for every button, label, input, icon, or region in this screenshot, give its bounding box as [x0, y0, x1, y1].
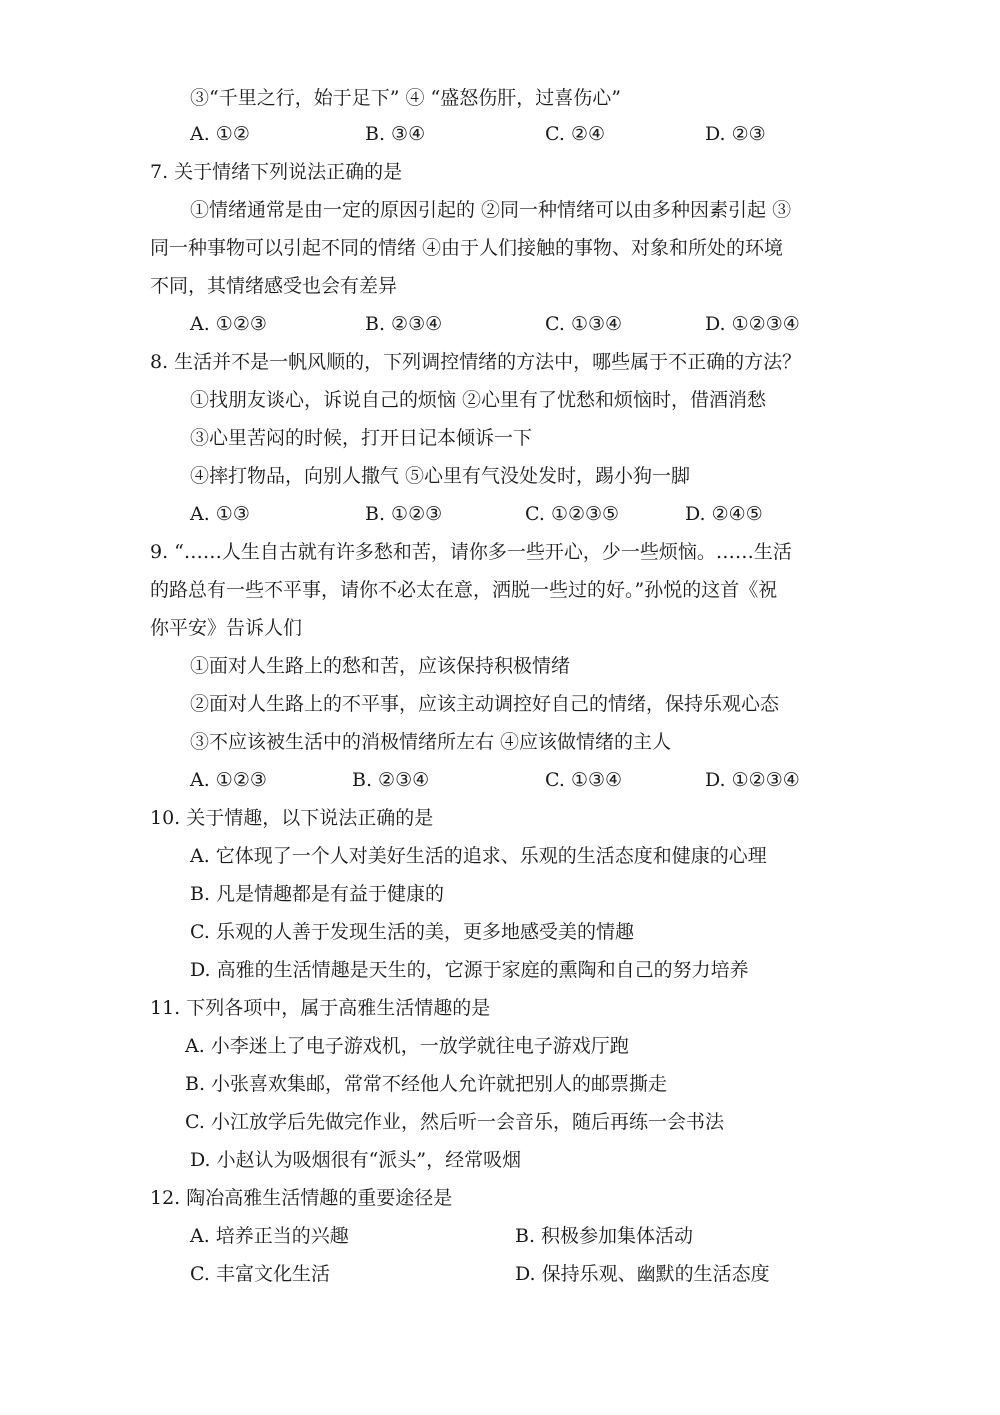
q8-option-a: A. ①③: [190, 503, 250, 525]
q12-question: 12. 陶冶高雅生活情趣的重要途径是: [150, 1187, 453, 1209]
q9-statement-line-3: ③不应该被生活中的消极情绪所左右 ④应该做情绪的主人: [190, 731, 672, 753]
q12-option-d: D. 保持乐观、幽默的生活态度: [515, 1263, 770, 1285]
q7-statement-line-1: ①情绪通常是由一定的原因引起的 ②同一种情绪可以由多种因素引起 ③: [190, 199, 792, 221]
q9-option-d: D. ①②③④: [705, 769, 800, 791]
q9-question-line-3: 你平安》告诉人们: [150, 617, 303, 639]
q10-option-c: C. 乐观的人善于发现生活的美，更多地感受美的情趣: [190, 921, 634, 943]
q8-statement-line-3: ④摔打物品，向别人撒气 ⑤心里有气没处发时，踢小狗一脚: [190, 465, 691, 487]
q8-question: 8. 生活并不是一帆风顺的，下列调控情绪的方法中，哪些属于不正确的方法？: [150, 351, 802, 373]
q10-option-a: A. 它体现了一个人对美好生活的追求、乐观的生活态度和健康的心理: [190, 845, 767, 867]
q10-question: 10. 关于情趣，以下说法正确的是: [150, 807, 434, 829]
q10-option-d: D. 高雅的生活情趣是天生的，它源于家庭的熏陶和自己的努力培养: [190, 959, 749, 981]
q9-statement-line-2: ②面对人生路上的不平事，应该主动调控好自己的情绪，保持乐观心态: [190, 693, 780, 715]
q8-statement-line-2: ③心里苦闷的时候，打开日记本倾诉一下: [190, 427, 533, 449]
q7-statement-line-3: 不同，其情绪感受也会有差异: [150, 275, 398, 297]
q9-statement-line-1: ①面对人生路上的愁和苦，应该保持积极情绪: [190, 655, 571, 677]
q8-option-d: D. ②④⑤: [685, 503, 763, 525]
q7-option-b: B. ②③④: [365, 313, 443, 335]
q7-option-c: C. ①③④: [545, 313, 623, 335]
q7-option-d: D. ①②③④: [705, 313, 800, 335]
q10-option-b: B. 凡是情趣都是有益于健康的: [190, 883, 445, 905]
q8-option-c: C. ①②③⑤: [525, 503, 620, 525]
q11-option-b: B. 小张喜欢集邮，常常不经他人允许就把别人的邮票撕走: [185, 1073, 668, 1095]
q11-option-a: A. 小李迷上了电子游戏机，一放学就往电子游戏厅跑: [185, 1035, 629, 1057]
q11-option-c: C. 小江放学后先做完作业，然后听一会音乐，随后再练一会书法: [185, 1111, 724, 1133]
q11-question: 11. 下列各项中，属于高雅生活情趣的是: [150, 997, 491, 1019]
q7-option-a: A. ①②③: [190, 313, 267, 335]
q9-question-line-1: 9. “……人生自古就有许多愁和苦，请你多一些开心，少一些烦恼。……生活: [150, 541, 792, 563]
q6-option-b: B. ③④: [365, 123, 426, 145]
q9-option-c: C. ①③④: [545, 769, 623, 791]
q9-option-a: A. ①②③: [190, 769, 267, 791]
q6-option-c: C. ②④: [545, 123, 606, 145]
q6-option-d: D. ②③: [705, 123, 766, 145]
q9-option-b: B. ②③④: [352, 769, 430, 791]
q8-option-b: B. ①②③: [365, 503, 443, 525]
q7-question: 7. 关于情绪下列说法正确的是: [150, 161, 403, 183]
q6-option-a: A. ①②: [190, 123, 250, 145]
q9-question-line-2: 的路总有一些不平事，请你不必太在意，洒脱一些过的好。”孙悦的这首《祝: [150, 579, 778, 601]
q11-option-d: D. 小赵认为吸烟很有“派头”，经常吸烟: [190, 1149, 522, 1171]
q12-option-a: A. 培养正当的兴趣: [190, 1225, 349, 1247]
q8-statement-line-1: ①找朋友谈心，诉说自己的烦恼 ②心里有了忧愁和烦恼时，借酒消愁: [190, 389, 767, 411]
q7-statement-line-2: 同一种事物可以引起不同的情绪 ④由于人们接触的事物、对象和所处的环境: [150, 237, 784, 259]
q6-statement-line: ③“千里之行，始于足下” ④ “盛怒伤肝，过喜伤心”: [190, 87, 621, 109]
q12-option-c: C. 丰富文化生活: [190, 1263, 330, 1285]
q12-option-b: B. 积极参加集体活动: [515, 1225, 694, 1247]
